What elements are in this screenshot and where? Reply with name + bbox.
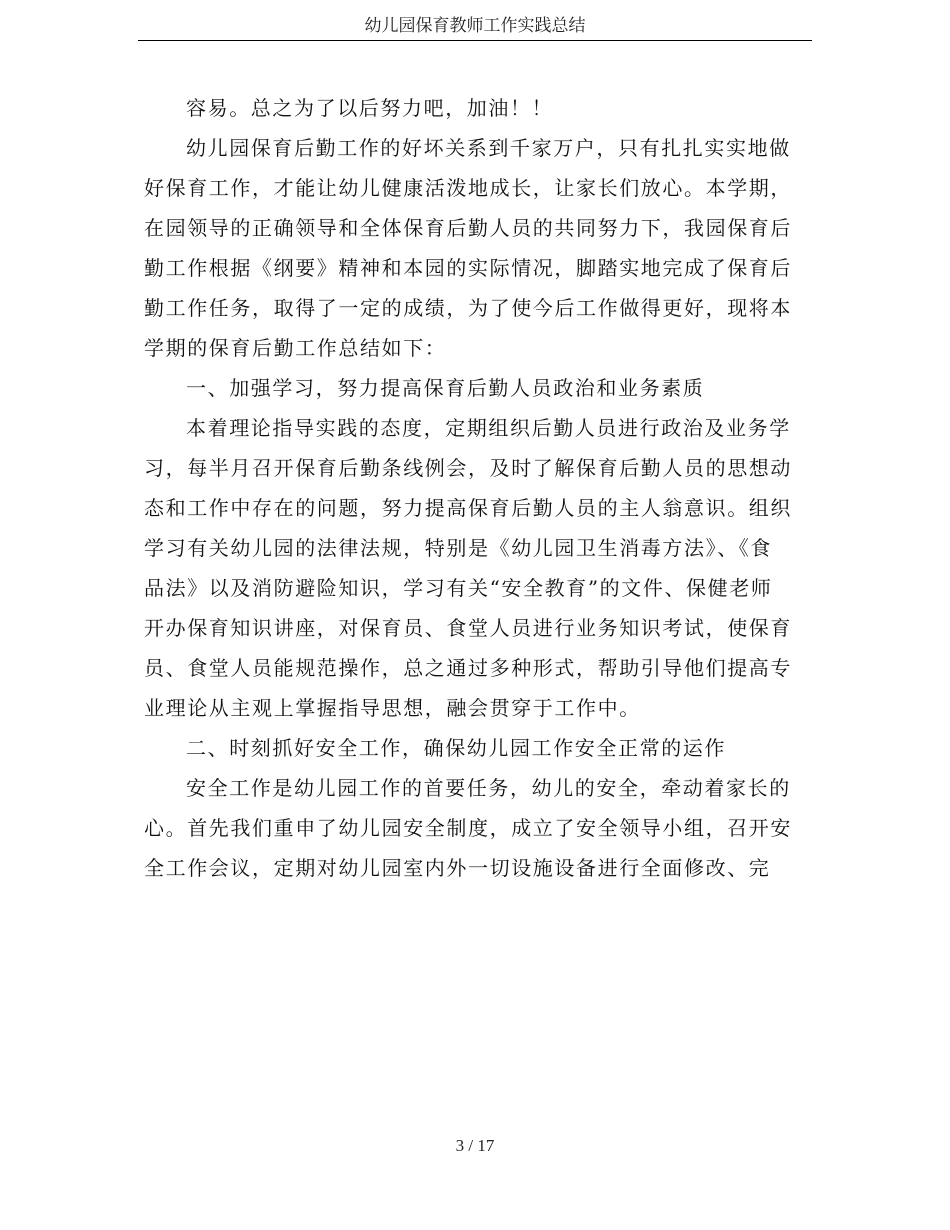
heading-text: 一、加强学习，努力提高保育后勤人员政治和业务素质 <box>186 376 705 400</box>
text-line: 勤工作任务，取得了一定的成绩，为了使今后工作做得更好，现将本 <box>144 296 792 320</box>
section-heading-2 <box>144 728 796 768</box>
heading-text: 二、时刻抓好安全工作，确保幼儿园工作安全正常的运作 <box>186 736 726 760</box>
text-line: 在园领导的正确领导和全体保育后勤人员的共同努力下，我园保育后 <box>144 216 792 240</box>
text-line: 幼儿园保育后勤工作的好坏关系到千家万户，只有扎扎实实地做 <box>186 136 791 160</box>
paragraph-safety <box>144 768 796 888</box>
text-line: 品法》以及消防避险知识，学习有关“安全教育”的文件、保健老师 <box>144 576 773 600</box>
text-line: 安全工作是幼儿园工作的首要任务，幼儿的安全，牵动着家长的 <box>186 776 791 800</box>
text-line: 勤工作根据《纲要》精神和本园的实际情况，脚踏实地完成了保育后 <box>144 256 792 280</box>
text-line: 学习有关幼儿园的法律法规，特别是《幼儿园卫生消毒方法》、《食 <box>144 536 772 560</box>
paragraph-study <box>144 408 796 728</box>
page-header <box>138 12 812 41</box>
text-line: 本着理论指导实践的态度，定期组织后勤人员进行政治及业务学 <box>186 416 791 440</box>
document-title: 幼儿园保育教师工作实践总结 <box>364 16 586 36</box>
text-line: 容易。总之为了以后努力吧，加油！！ <box>186 96 554 120</box>
document-body <box>144 88 796 888</box>
text-line: 业理论从主观上掌握指导思想，融会贯穿于工作中。 <box>144 696 641 720</box>
paragraph-intro <box>144 128 796 368</box>
paragraph-closing <box>144 88 796 128</box>
section-heading-1 <box>144 368 796 408</box>
page-number: 3 / 17 <box>455 1136 495 1155</box>
text-line: 全工作会议，定期对幼儿园室内外一切设施设备进行全面修改、完 <box>144 856 771 880</box>
page-footer <box>0 1136 950 1156</box>
text-line: 员、食堂人员能规范操作，总之通过多种形式，帮助引导他们提高专 <box>144 656 792 680</box>
text-line: 学期的保育后勤工作总结如下： <box>144 336 447 360</box>
text-line: 好保育工作，才能让幼儿健康活泼地成长，让家长们放心。本学期， <box>144 176 792 200</box>
text-line: 习，每半月召开保育后勤条线例会，及时了解保育后勤人员的思想动 <box>144 456 792 480</box>
text-line: 态和工作中存在的问题，努力提高保育后勤人员的主人翁意识。组织 <box>144 496 792 520</box>
text-line: 心。首先我们重申了幼儿园安全制度，成立了安全领导小组，召开安 <box>144 816 792 840</box>
text-line: 开办保育知识讲座，对保育员、食堂人员进行业务知识考试，使保育 <box>144 616 792 640</box>
